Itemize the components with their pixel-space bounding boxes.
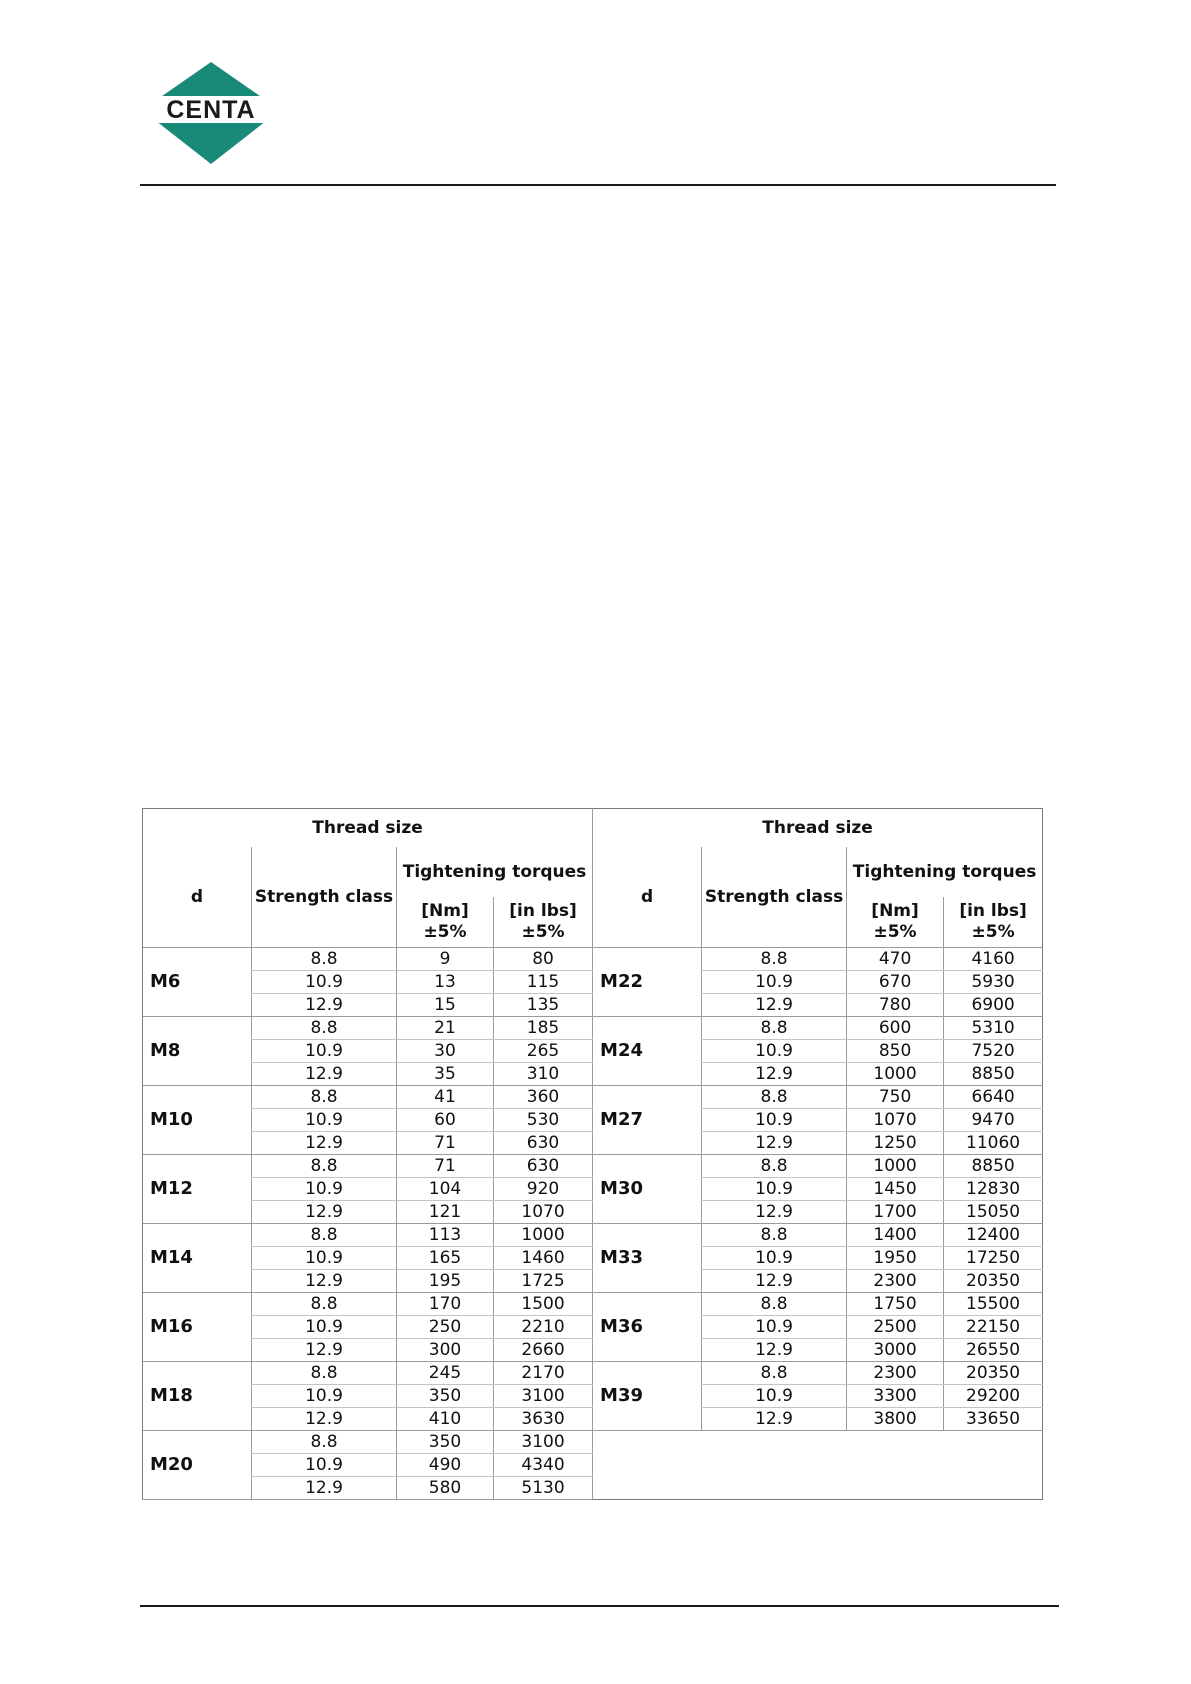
torque-inlbs-cell: 1070 bbox=[494, 1201, 593, 1224]
torque-inlbs-cell: 630 bbox=[494, 1132, 593, 1155]
torque-nm-cell: 1450 bbox=[847, 1178, 944, 1201]
table-row bbox=[143, 1293, 1043, 1316]
torque-nm-cell: 1700 bbox=[847, 1201, 944, 1224]
torque-nm-cell: 3800 bbox=[847, 1408, 944, 1431]
torque-inlbs-cell: 9470 bbox=[944, 1109, 1043, 1132]
torque-nm-cell: 30 bbox=[397, 1040, 494, 1063]
torque-inlbs-cell: 1500 bbox=[494, 1293, 593, 1316]
torque-inlbs-cell: 2660 bbox=[494, 1339, 593, 1362]
strength-class-cell: 12.9 bbox=[252, 994, 397, 1017]
torque-nm-cell: 1950 bbox=[847, 1247, 944, 1270]
torque-nm-cell: 410 bbox=[397, 1408, 494, 1431]
thread-size-cell: M6 bbox=[143, 948, 252, 1017]
torque-nm-cell: 3300 bbox=[847, 1385, 944, 1408]
thread-size-cell: M20 bbox=[143, 1431, 252, 1500]
strength-class-cell: 8.8 bbox=[702, 948, 847, 971]
torque-inlbs-cell: 2210 bbox=[494, 1316, 593, 1339]
torque-inlbs-cell: 12830 bbox=[944, 1178, 1043, 1201]
thread-size-cell: M8 bbox=[143, 1017, 252, 1086]
torque-inlbs-cell: 2170 bbox=[494, 1362, 593, 1385]
strength-class-cell: 10.9 bbox=[252, 1109, 397, 1132]
torque-inlbs-cell: 5310 bbox=[944, 1017, 1043, 1040]
torque-nm-cell: 104 bbox=[397, 1178, 494, 1201]
strength-class-cell: 10.9 bbox=[252, 1247, 397, 1270]
torque-nm-cell: 1000 bbox=[847, 1155, 944, 1178]
strength-class-cell: 10.9 bbox=[702, 1316, 847, 1339]
torque-nm-cell: 245 bbox=[397, 1362, 494, 1385]
torque-inlbs-cell: 29200 bbox=[944, 1385, 1043, 1408]
torque-nm-cell: 13 bbox=[397, 971, 494, 994]
torque-inlbs-cell: 22150 bbox=[944, 1316, 1043, 1339]
strength-class-cell: 10.9 bbox=[702, 1109, 847, 1132]
strength-class-cell: 8.8 bbox=[702, 1224, 847, 1247]
torque-nm-cell: 750 bbox=[847, 1086, 944, 1109]
torque-nm-cell: 170 bbox=[397, 1293, 494, 1316]
torque-nm-cell: 850 bbox=[847, 1040, 944, 1063]
strength-class-cell: 8.8 bbox=[252, 1431, 397, 1454]
thread-size-cell: M22 bbox=[593, 948, 702, 1017]
table-row bbox=[143, 1086, 1043, 1109]
strength-class-cell: 10.9 bbox=[252, 971, 397, 994]
torque-nm-cell: 1750 bbox=[847, 1293, 944, 1316]
torque-table-body bbox=[143, 948, 1043, 1500]
torque-nm-cell: 165 bbox=[397, 1247, 494, 1270]
torque-nm-cell: 1070 bbox=[847, 1109, 944, 1132]
torque-inlbs-cell: 115 bbox=[494, 971, 593, 994]
torque-inlbs-cell: 1000 bbox=[494, 1224, 593, 1247]
strength-class-cell: 12.9 bbox=[702, 1408, 847, 1431]
left-inlbs-header: [in lbs] ±5% bbox=[494, 897, 593, 948]
torque-inlbs-cell: 530 bbox=[494, 1109, 593, 1132]
torque-nm-cell: 195 bbox=[397, 1270, 494, 1293]
right-strength-header: Strength class bbox=[702, 847, 847, 948]
right-d-header: d bbox=[640, 886, 654, 907]
torque-nm-cell: 71 bbox=[397, 1132, 494, 1155]
strength-class-cell: 10.9 bbox=[252, 1316, 397, 1339]
strength-class-cell: 8.8 bbox=[252, 948, 397, 971]
thread-size-cell: M16 bbox=[143, 1293, 252, 1362]
left-strength-header: Strength class bbox=[252, 847, 397, 948]
header-rule bbox=[140, 184, 1056, 186]
torque-nm-cell: 470 bbox=[847, 948, 944, 971]
torque-nm-cell: 15 bbox=[397, 994, 494, 1017]
strength-class-cell: 8.8 bbox=[702, 1362, 847, 1385]
torque-nm-cell: 1250 bbox=[847, 1132, 944, 1155]
strength-class-cell: 12.9 bbox=[252, 1270, 397, 1293]
thread-size-cell: M24 bbox=[593, 1017, 702, 1086]
strength-class-cell: 10.9 bbox=[702, 1247, 847, 1270]
centa-logo bbox=[140, 60, 282, 166]
table-row bbox=[143, 1362, 1043, 1385]
strength-class-cell: 8.8 bbox=[702, 1086, 847, 1109]
thread-size-cell: M30 bbox=[593, 1155, 702, 1224]
torque-nm-cell: 600 bbox=[847, 1017, 944, 1040]
torque-inlbs-cell: 7520 bbox=[944, 1040, 1043, 1063]
torque-inlbs-cell: 5130 bbox=[494, 1477, 593, 1500]
strength-class-cell: 8.8 bbox=[702, 1017, 847, 1040]
thread-size-cell: M12 bbox=[143, 1155, 252, 1224]
torque-nm-cell: 71 bbox=[397, 1155, 494, 1178]
strength-class-cell: 10.9 bbox=[252, 1385, 397, 1408]
left-tightening-header: Tightening torques bbox=[397, 847, 593, 897]
torque-nm-cell: 490 bbox=[397, 1454, 494, 1477]
left-group-header: Thread size bbox=[143, 809, 593, 848]
torque-nm-cell: 1400 bbox=[847, 1224, 944, 1247]
torque-nm-cell: 9 bbox=[397, 948, 494, 971]
torque-inlbs-cell: 3630 bbox=[494, 1408, 593, 1431]
footer-rule bbox=[140, 1605, 1059, 1607]
thread-size-cell: M39 bbox=[593, 1362, 702, 1431]
torque-inlbs-cell: 20350 bbox=[944, 1362, 1043, 1385]
torque-inlbs-cell: 1460 bbox=[494, 1247, 593, 1270]
torque-inlbs-cell: 135 bbox=[494, 994, 593, 1017]
strength-class-cell: 12.9 bbox=[252, 1408, 397, 1431]
torque-nm-cell: 1000 bbox=[847, 1063, 944, 1086]
strength-class-cell: 10.9 bbox=[252, 1178, 397, 1201]
torque-inlbs-cell: 12400 bbox=[944, 1224, 1043, 1247]
strength-class-cell: 10.9 bbox=[702, 971, 847, 994]
torque-inlbs-cell: 26550 bbox=[944, 1339, 1043, 1362]
strength-class-cell: 8.8 bbox=[252, 1224, 397, 1247]
strength-class-cell: 8.8 bbox=[252, 1362, 397, 1385]
strength-class-cell: 10.9 bbox=[702, 1385, 847, 1408]
torque-nm-cell: 350 bbox=[397, 1431, 494, 1454]
strength-class-cell: 12.9 bbox=[252, 1201, 397, 1224]
strength-class-cell: 12.9 bbox=[702, 1063, 847, 1086]
torque-inlbs-cell: 8850 bbox=[944, 1155, 1043, 1178]
right-tightening-header: Tightening torques bbox=[847, 847, 1043, 897]
table-row bbox=[143, 1017, 1043, 1040]
torque-inlbs-cell: 6640 bbox=[944, 1086, 1043, 1109]
strength-class-cell: 10.9 bbox=[702, 1178, 847, 1201]
strength-class-cell: 12.9 bbox=[702, 1201, 847, 1224]
strength-class-cell: 8.8 bbox=[252, 1293, 397, 1316]
torque-inlbs-cell: 15500 bbox=[944, 1293, 1043, 1316]
strength-class-cell: 10.9 bbox=[252, 1040, 397, 1063]
strength-class-cell: 12.9 bbox=[702, 1270, 847, 1293]
torque-nm-cell: 2500 bbox=[847, 1316, 944, 1339]
torque-nm-cell: 2300 bbox=[847, 1270, 944, 1293]
strength-class-cell: 12.9 bbox=[702, 1132, 847, 1155]
torque-inlbs-cell: 5930 bbox=[944, 971, 1043, 994]
strength-class-cell: 12.9 bbox=[252, 1063, 397, 1086]
strength-class-cell: 8.8 bbox=[252, 1086, 397, 1109]
strength-class-cell: 12.9 bbox=[702, 1339, 847, 1362]
thread-size-cell: M36 bbox=[593, 1293, 702, 1362]
torque-inlbs-cell: 17250 bbox=[944, 1247, 1043, 1270]
torque-nm-cell: 300 bbox=[397, 1339, 494, 1362]
torque-inlbs-cell: 1725 bbox=[494, 1270, 593, 1293]
torque-inlbs-cell: 80 bbox=[494, 948, 593, 971]
strength-class-cell: 10.9 bbox=[252, 1454, 397, 1477]
torque-nm-cell: 21 bbox=[397, 1017, 494, 1040]
right-inlbs-header: [in lbs] ±5% bbox=[944, 897, 1043, 948]
strength-class-cell: 8.8 bbox=[252, 1017, 397, 1040]
torque-nm-cell: 35 bbox=[397, 1063, 494, 1086]
logo-wordmark: CENTA bbox=[166, 96, 256, 124]
torque-nm-cell: 121 bbox=[397, 1201, 494, 1224]
torque-inlbs-cell: 4340 bbox=[494, 1454, 593, 1477]
table-row bbox=[143, 1155, 1043, 1178]
torque-inlbs-cell: 4160 bbox=[944, 948, 1043, 971]
torque-nm-cell: 41 bbox=[397, 1086, 494, 1109]
strength-class-cell: 8.8 bbox=[252, 1155, 397, 1178]
strength-class-cell: 8.8 bbox=[702, 1293, 847, 1316]
torque-nm-cell: 3000 bbox=[847, 1339, 944, 1362]
torque-inlbs-cell: 360 bbox=[494, 1086, 593, 1109]
torque-inlbs-cell: 11060 bbox=[944, 1132, 1043, 1155]
strength-class-cell: 12.9 bbox=[252, 1132, 397, 1155]
torque-nm-cell: 60 bbox=[397, 1109, 494, 1132]
table-row bbox=[143, 1224, 1043, 1247]
empty-cell bbox=[593, 1431, 1043, 1500]
thread-size-cell: M18 bbox=[143, 1362, 252, 1431]
torque-nm-cell: 580 bbox=[397, 1477, 494, 1500]
torque-inlbs-cell: 33650 bbox=[944, 1408, 1043, 1431]
torque-nm-cell: 113 bbox=[397, 1224, 494, 1247]
table-row bbox=[143, 948, 1043, 971]
thread-size-cell: M10 bbox=[143, 1086, 252, 1155]
torque-inlbs-cell: 310 bbox=[494, 1063, 593, 1086]
table-row bbox=[143, 1431, 1043, 1454]
strength-class-cell: 12.9 bbox=[252, 1477, 397, 1500]
strength-class-cell: 10.9 bbox=[702, 1040, 847, 1063]
torque-nm-cell: 350 bbox=[397, 1385, 494, 1408]
torque-inlbs-cell: 3100 bbox=[494, 1385, 593, 1408]
right-group-header: Thread size bbox=[593, 809, 1043, 848]
torque-nm-cell: 780 bbox=[847, 994, 944, 1017]
torque-inlbs-cell: 265 bbox=[494, 1040, 593, 1063]
thread-size-cell: M14 bbox=[143, 1224, 252, 1293]
strength-class-cell: 12.9 bbox=[702, 994, 847, 1017]
torque-inlbs-cell: 3100 bbox=[494, 1431, 593, 1454]
strength-class-cell: 8.8 bbox=[702, 1155, 847, 1178]
torque-nm-cell: 250 bbox=[397, 1316, 494, 1339]
torque-inlbs-cell: 630 bbox=[494, 1155, 593, 1178]
thread-size-cell: M33 bbox=[593, 1224, 702, 1293]
right-nm-header: [Nm] ±5% bbox=[847, 897, 944, 948]
torque-inlbs-cell: 15050 bbox=[944, 1201, 1043, 1224]
left-nm-header: [Nm] ±5% bbox=[397, 897, 494, 948]
torque-inlbs-cell: 20350 bbox=[944, 1270, 1043, 1293]
tightening-torque-table bbox=[142, 808, 1043, 1500]
torque-nm-cell: 2300 bbox=[847, 1362, 944, 1385]
torque-inlbs-cell: 6900 bbox=[944, 994, 1043, 1017]
torque-nm-cell: 670 bbox=[847, 971, 944, 994]
torque-inlbs-cell: 185 bbox=[494, 1017, 593, 1040]
torque-inlbs-cell: 8850 bbox=[944, 1063, 1043, 1086]
torque-inlbs-cell: 920 bbox=[494, 1178, 593, 1201]
strength-class-cell: 12.9 bbox=[252, 1339, 397, 1362]
thread-size-cell: M27 bbox=[593, 1086, 702, 1155]
left-d-header: d bbox=[143, 847, 252, 948]
